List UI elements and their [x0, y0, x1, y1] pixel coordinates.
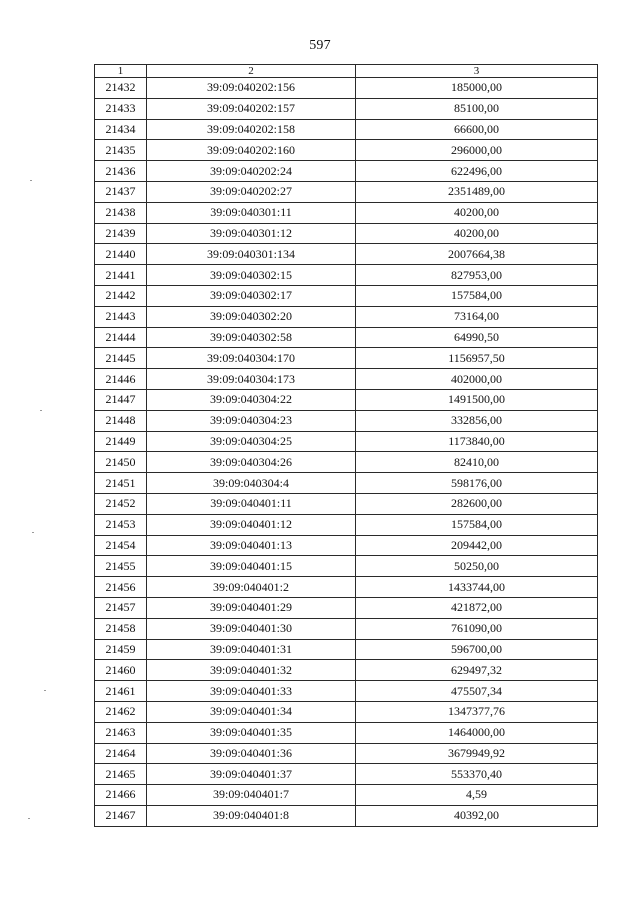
- cadastral-number-cell: 39:09:040401:7: [147, 785, 356, 806]
- row-number-cell: 21452: [95, 493, 147, 514]
- cadastral-number-cell: 39:09:040401:30: [147, 618, 356, 639]
- table-row: [95, 265, 598, 286]
- column-header-2: 2: [147, 65, 356, 78]
- table-row: [95, 618, 598, 639]
- cadastral-number-cell: 39:09:040304:22: [147, 389, 356, 410]
- cadastral-number-cell: 39:09:040302:20: [147, 306, 356, 327]
- cadastral-value-cell: 1464000,00: [356, 722, 598, 743]
- row-number-cell: 21442: [95, 285, 147, 306]
- cadastral-number-cell: 39:09:040301:11: [147, 202, 356, 223]
- row-number-cell: 21466: [95, 785, 147, 806]
- cadastral-number-cell: 39:09:040202:156: [147, 78, 356, 99]
- row-number-cell: 21458: [95, 618, 147, 639]
- table-row: [95, 452, 598, 473]
- cadastral-value-cell: 157584,00: [356, 285, 598, 306]
- table-row: [95, 181, 598, 202]
- table-row: [95, 98, 598, 119]
- row-number-cell: 21464: [95, 743, 147, 764]
- table-row: [95, 285, 598, 306]
- cadastral-value-cell: 553370,40: [356, 764, 598, 785]
- table-row: [95, 244, 598, 265]
- page-number: 597: [309, 38, 331, 53]
- row-number-cell: 21446: [95, 369, 147, 390]
- cadastral-number-cell: 39:09:040301:12: [147, 223, 356, 244]
- cadastral-value-cell: 2007664,38: [356, 244, 598, 265]
- cadastral-number-cell: 39:09:040401:37: [147, 764, 356, 785]
- table-row: [95, 556, 598, 577]
- row-number-cell: 21444: [95, 327, 147, 348]
- table-row: [95, 327, 598, 348]
- cadastral-number-cell: 39:09:040401:34: [147, 701, 356, 722]
- table-row: [95, 202, 598, 223]
- table-row: [95, 597, 598, 618]
- row-number-cell: 21453: [95, 514, 147, 535]
- table-row: [95, 348, 598, 369]
- table-row: [95, 140, 598, 161]
- table-row: [95, 701, 598, 722]
- table-row: [95, 223, 598, 244]
- cadastral-value-cell: 629497,32: [356, 660, 598, 681]
- table-row: [95, 78, 598, 99]
- table-row: [95, 514, 598, 535]
- scan-speck: [40, 410, 42, 411]
- cadastral-number-cell: 39:09:040401:11: [147, 493, 356, 514]
- cadastral-value-cell: 157584,00: [356, 514, 598, 535]
- cadastral-number-cell: 39:09:040401:12: [147, 514, 356, 535]
- cadastral-number-cell: 39:09:040304:25: [147, 431, 356, 452]
- row-number-cell: 21463: [95, 722, 147, 743]
- cadastral-value-cell: 421872,00: [356, 597, 598, 618]
- row-number-cell: 21438: [95, 202, 147, 223]
- table-row: [95, 389, 598, 410]
- cadastral-number-cell: 39:09:040304:23: [147, 410, 356, 431]
- scan-speck: [32, 532, 34, 533]
- column-header-1: 1: [95, 65, 147, 78]
- cadastral-value-cell: 82410,00: [356, 452, 598, 473]
- table-body: [95, 78, 598, 827]
- row-number-cell: 21459: [95, 639, 147, 660]
- table-row: [95, 119, 598, 140]
- cadastral-number-cell: 39:09:040202:27: [147, 181, 356, 202]
- table-row: [95, 535, 598, 556]
- row-number-cell: 21440: [95, 244, 147, 265]
- cadastral-number-cell: 39:09:040401:31: [147, 639, 356, 660]
- cadastral-number-cell: 39:09:040401:32: [147, 660, 356, 681]
- table-row: [95, 493, 598, 514]
- cadastral-number-cell: 39:09:040302:17: [147, 285, 356, 306]
- row-number-cell: 21439: [95, 223, 147, 244]
- row-number-cell: 21432: [95, 78, 147, 99]
- cadastral-value-cell: 40392,00: [356, 805, 598, 826]
- cadastral-number-cell: 39:09:040401:8: [147, 805, 356, 826]
- column-header-3: 3: [356, 65, 598, 78]
- table-row: [95, 660, 598, 681]
- cadastral-value-table: [94, 64, 598, 827]
- row-number-cell: 21461: [95, 681, 147, 702]
- cadastral-value-cell: 209442,00: [356, 535, 598, 556]
- cadastral-value-cell: 1491500,00: [356, 389, 598, 410]
- table-row: [95, 306, 598, 327]
- table-row: [95, 805, 598, 826]
- row-number-cell: 21462: [95, 701, 147, 722]
- row-number-cell: 21443: [95, 306, 147, 327]
- cadastral-value-cell: 1173840,00: [356, 431, 598, 452]
- cadastral-number-cell: 39:09:040401:2: [147, 577, 356, 598]
- table-row: [95, 743, 598, 764]
- table-row: [95, 473, 598, 494]
- row-number-cell: 21457: [95, 597, 147, 618]
- cadastral-value-cell: 40200,00: [356, 202, 598, 223]
- row-number-cell: 21437: [95, 181, 147, 202]
- cadastral-number-cell: 39:09:040202:160: [147, 140, 356, 161]
- cadastral-number-cell: 39:09:040401:29: [147, 597, 356, 618]
- cadastral-value-cell: 64990,50: [356, 327, 598, 348]
- cadastral-number-cell: 39:09:040304:173: [147, 369, 356, 390]
- table-row: [95, 431, 598, 452]
- table-row: [95, 639, 598, 660]
- cadastral-value-cell: 827953,00: [356, 265, 598, 286]
- scan-speck: [30, 180, 32, 181]
- cadastral-value-cell: 2351489,00: [356, 181, 598, 202]
- cadastral-number-cell: 39:09:040202:24: [147, 161, 356, 182]
- table-row: [95, 161, 598, 182]
- cadastral-number-cell: 39:09:040401:15: [147, 556, 356, 577]
- row-number-cell: 21460: [95, 660, 147, 681]
- cadastral-value-cell: 66600,00: [356, 119, 598, 140]
- row-number-cell: 21436: [95, 161, 147, 182]
- cadastral-value-cell: 73164,00: [356, 306, 598, 327]
- row-number-cell: 21467: [95, 805, 147, 826]
- cadastral-value-cell: 185000,00: [356, 78, 598, 99]
- row-number-cell: 21434: [95, 119, 147, 140]
- cadastral-value-cell: 85100,00: [356, 98, 598, 119]
- row-number-cell: 21448: [95, 410, 147, 431]
- table-row: [95, 785, 598, 806]
- cadastral-number-cell: 39:09:040401:33: [147, 681, 356, 702]
- table-header: [95, 65, 598, 78]
- cadastral-value-cell: 596700,00: [356, 639, 598, 660]
- cadastral-number-cell: 39:09:040202:158: [147, 119, 356, 140]
- cadastral-number-cell: 39:09:040301:134: [147, 244, 356, 265]
- row-number-cell: 21441: [95, 265, 147, 286]
- cadastral-value-cell: 296000,00: [356, 140, 598, 161]
- table-row: [95, 410, 598, 431]
- header-row: [95, 65, 598, 78]
- cadastral-number-cell: 39:09:040302:58: [147, 327, 356, 348]
- cadastral-value-cell: 40200,00: [356, 223, 598, 244]
- row-number-cell: 21445: [95, 348, 147, 369]
- table-row: [95, 577, 598, 598]
- cadastral-value-cell: 332856,00: [356, 410, 598, 431]
- table-row: [95, 722, 598, 743]
- cadastral-value-cell: 50250,00: [356, 556, 598, 577]
- cadastral-number-cell: 39:09:040401:36: [147, 743, 356, 764]
- cadastral-value-cell: 761090,00: [356, 618, 598, 639]
- row-number-cell: 21449: [95, 431, 147, 452]
- row-number-cell: 21454: [95, 535, 147, 556]
- table-row: [95, 369, 598, 390]
- cadastral-number-cell: 39:09:040401:13: [147, 535, 356, 556]
- cadastral-value-cell: 282600,00: [356, 493, 598, 514]
- cadastral-value-cell: 4,59: [356, 785, 598, 806]
- cadastral-value-cell: 475507,34: [356, 681, 598, 702]
- cadastral-value-cell: 1347377,76: [356, 701, 598, 722]
- cadastral-value-cell: 598176,00: [356, 473, 598, 494]
- row-number-cell: 21447: [95, 389, 147, 410]
- row-number-cell: 21465: [95, 764, 147, 785]
- cadastral-number-cell: 39:09:040302:15: [147, 265, 356, 286]
- row-number-cell: 21450: [95, 452, 147, 473]
- cadastral-number-cell: 39:09:040401:35: [147, 722, 356, 743]
- cadastral-value-cell: 1156957,50: [356, 348, 598, 369]
- cadastral-number-cell: 39:09:040202:157: [147, 98, 356, 119]
- table-row: [95, 764, 598, 785]
- scan-speck: [44, 690, 46, 691]
- row-number-cell: 21451: [95, 473, 147, 494]
- cadastral-number-cell: 39:09:040304:26: [147, 452, 356, 473]
- cadastral-value-cell: 622496,00: [356, 161, 598, 182]
- row-number-cell: 21435: [95, 140, 147, 161]
- cadastral-value-cell: 3679949,92: [356, 743, 598, 764]
- row-number-cell: 21455: [95, 556, 147, 577]
- cadastral-number-cell: 39:09:040304:4: [147, 473, 356, 494]
- cadastral-value-cell: 1433744,00: [356, 577, 598, 598]
- cadastral-value-cell: 402000,00: [356, 369, 598, 390]
- table-row: [95, 681, 598, 702]
- row-number-cell: 21433: [95, 98, 147, 119]
- cadastral-number-cell: 39:09:040304:170: [147, 348, 356, 369]
- row-number-cell: 21456: [95, 577, 147, 598]
- scan-speck: [28, 818, 30, 819]
